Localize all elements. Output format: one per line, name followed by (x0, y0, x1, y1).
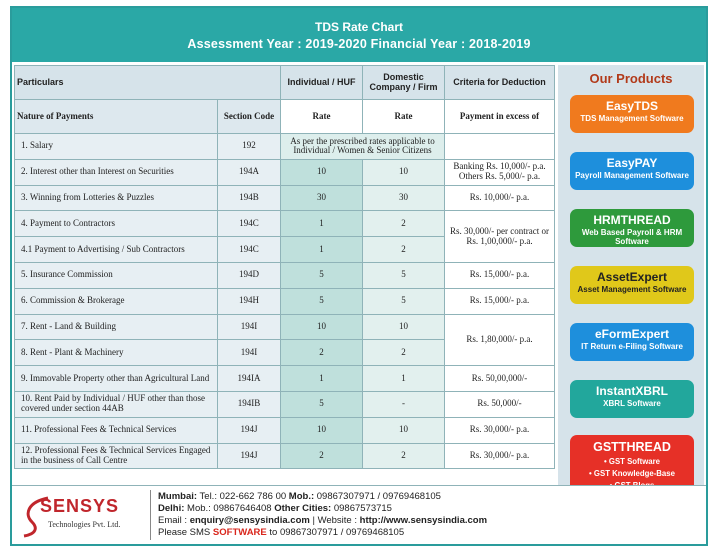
email-link[interactable]: enquiry@sensysindia.com (189, 515, 310, 526)
table-row (15, 211, 555, 237)
criteria-rent: Rs. 1,80,000/- p.a. (445, 314, 555, 366)
rate-individual: 5 (281, 288, 363, 314)
payment-nature: 9. Immovable Property other than Agricultural Land (15, 366, 218, 392)
products-title: Our Products (589, 71, 673, 86)
product-name: EasyTDS (605, 99, 659, 113)
product-assetexpert[interactable] (570, 266, 694, 304)
section-code: 194D (218, 262, 281, 288)
product-hrmthread[interactable] (570, 209, 694, 247)
payment-nature: 3. Winning from Lotteries & Puzzles (15, 185, 218, 211)
header-rate-individual: Rate (281, 100, 363, 134)
chart-subtitle: Assessment Year : 2019-2020 Financial Year : 2018-2019 (187, 37, 531, 51)
rate-individual: 1 (281, 237, 363, 263)
product-desc: Web Based Payroll & HRM Software (581, 228, 683, 246)
rate-domestic: - (363, 391, 445, 417)
criteria-cell: Rs. 30,000/- p.a. (445, 443, 555, 469)
criteria-cell: Rs. 50,000/- (445, 391, 555, 417)
contact-line-email: Email : enquiry@sensysindia.com | Website : http://www.sensysindia.com (158, 515, 488, 526)
rate-domestic: 5 (363, 288, 445, 314)
contact-line-mumbai: Mumbai: Tel.: 022-662 786 00 Mob.: 09867307971 / 09769468105 (158, 491, 441, 502)
footer (12, 485, 706, 544)
criteria-cell: Rs. 30,000/- p.a. (445, 417, 555, 443)
criteria-cell: Rs. 10,000/- p.a. (445, 185, 555, 211)
table-row (15, 159, 555, 185)
header-particulars: Particulars (15, 66, 281, 100)
list-item: • GST Knowledge-Base (589, 469, 675, 478)
product-name: EasyPAY (606, 156, 658, 170)
rate-individual: 1 (281, 211, 363, 237)
product-name: AssetExpert (596, 270, 668, 284)
rate-domestic: 30 (363, 185, 445, 211)
header-payment: Payment in excess of (445, 100, 555, 134)
list-item: • GST Software (603, 457, 661, 466)
table-header-row (15, 66, 555, 100)
payment-nature: 10. Rent Paid by Individual / HUF other than those covered under section 44AB (15, 391, 218, 417)
tds-rate-table (14, 65, 555, 469)
contact-line-sms: Please SMS SOFTWARE to 09867307971 / 09769468105 (158, 527, 405, 538)
payment-nature: 12. Professional Fees & Technical Services Engaged in the business of Call Centre (15, 443, 218, 469)
table-row (15, 262, 555, 288)
chart-header (12, 8, 706, 62)
product-desc: Payroll Management Software (575, 171, 689, 180)
criteria-cell: Banking Rs. 10,000/- p.a. Others Rs. 5,000/- p.a. (445, 159, 555, 185)
section-code: 194J (218, 443, 281, 469)
header-rate-domestic: Rate (363, 100, 445, 134)
rate-individual: 2 (281, 340, 363, 366)
section-code: 192 (218, 134, 281, 160)
contact-line-delhi: Delhi: Mob.: 09867646408 Other Cities: 09867573715 (158, 503, 392, 514)
contact-info (158, 491, 487, 539)
website-link[interactable]: http://www.sensysindia.com (359, 515, 488, 526)
table-row (15, 417, 555, 443)
product-name: eFormExpert (594, 327, 670, 341)
product-desc: TDS Management Software (580, 114, 684, 123)
rate-individual: 30 (281, 185, 363, 211)
rate-domestic: 10 (363, 314, 445, 340)
rate-domestic: 2 (363, 443, 445, 469)
section-code: 194I (218, 314, 281, 340)
table-row (15, 134, 555, 160)
table-subheader-row (15, 100, 555, 134)
rate-individual: 5 (281, 262, 363, 288)
logo-text: SENSYS (40, 496, 120, 516)
header-individual: Individual / HUF (281, 66, 363, 100)
sensys-logo (18, 492, 146, 540)
criteria-cell: Rs. 50,00,000/- (445, 366, 555, 392)
table-row (15, 314, 555, 340)
product-name: InstantXBRL (596, 384, 668, 398)
payment-nature: 8. Rent - Plant & Machinery (15, 340, 218, 366)
products-panel (558, 65, 704, 485)
header-criteria: Criteria for Deduction (445, 66, 555, 100)
rate-individual: 10 (281, 159, 363, 185)
table-row (15, 443, 555, 469)
rate-individual: 10 (281, 314, 363, 340)
section-code: 194I (218, 340, 281, 366)
payment-nature: 4. Payment to Contractors (15, 211, 218, 237)
product-instantxbrl[interactable] (570, 380, 694, 418)
payment-nature: 5. Insurance Commission (15, 262, 218, 288)
product-name: HRMTHREAD (593, 213, 671, 227)
rate-individual: 5 (281, 391, 363, 417)
product-desc: Asset Management Software (577, 285, 687, 294)
section-code: 194C (218, 211, 281, 237)
section-code: 194IB (218, 391, 281, 417)
payment-nature: 7. Rent - Land & Building (15, 314, 218, 340)
criteria-cell: Rs. 15,000/- p.a. (445, 262, 555, 288)
header-domestic: Domestic Company / Firm (363, 66, 445, 100)
product-desc: IT Return e-Filing Software (581, 342, 683, 351)
section-code: 194B (218, 185, 281, 211)
product-desc: XBRL Software (603, 399, 661, 408)
section-code: 194J (218, 417, 281, 443)
payment-nature: 11. Professional Fees & Technical Services (15, 417, 218, 443)
criteria-cell: Rs. 15,000/- p.a. (445, 288, 555, 314)
rate-individual: 1 (281, 366, 363, 392)
payment-nature: 4.1 Payment to Advertising / Sub Contractors (15, 237, 218, 263)
section-code: 194A (218, 159, 281, 185)
rate-domestic: 2 (363, 237, 445, 263)
header-nature: Nature of Payments (15, 100, 218, 134)
section-code: 194H (218, 288, 281, 314)
table-row (15, 185, 555, 211)
payment-nature: 1. Salary (15, 134, 218, 160)
rate-domestic: 10 (363, 417, 445, 443)
criteria-cell (445, 134, 555, 160)
chart-title: TDS Rate Chart (314, 20, 403, 34)
product-name: GSTTHREAD (593, 440, 671, 454)
product-eformexpert[interactable] (570, 323, 694, 361)
criteria-contractors: Rs. 30,000/- per contract or Rs. 1,00,000/- p.a. (445, 211, 555, 263)
rate-domestic: 10 (363, 159, 445, 185)
rate-domestic: 2 (363, 211, 445, 237)
rate-domestic: 1 (363, 366, 445, 392)
salary-note: As per the prescribed rates applicable to Individual / Women & Senior Citizens (281, 134, 445, 160)
tds-rate-chart (10, 6, 708, 546)
product-easytds[interactable] (570, 95, 694, 133)
section-code: 194IA (218, 366, 281, 392)
logo-subtext: Technologies Pvt. Ltd. (48, 520, 121, 529)
table-row (15, 288, 555, 314)
section-code: 194C (218, 237, 281, 263)
table-row (15, 391, 555, 417)
rate-individual: 2 (281, 443, 363, 469)
product-easypay[interactable] (570, 152, 694, 190)
rate-domestic: 5 (363, 262, 445, 288)
header-section: Section Code (218, 100, 281, 134)
table-row (15, 366, 555, 392)
payment-nature: 2. Interest other than Interest on Securities (15, 159, 218, 185)
footer-divider (150, 490, 151, 540)
rate-individual: 10 (281, 417, 363, 443)
payment-nature: 6. Commission & Brokerage (15, 288, 218, 314)
rate-domestic: 2 (363, 340, 445, 366)
